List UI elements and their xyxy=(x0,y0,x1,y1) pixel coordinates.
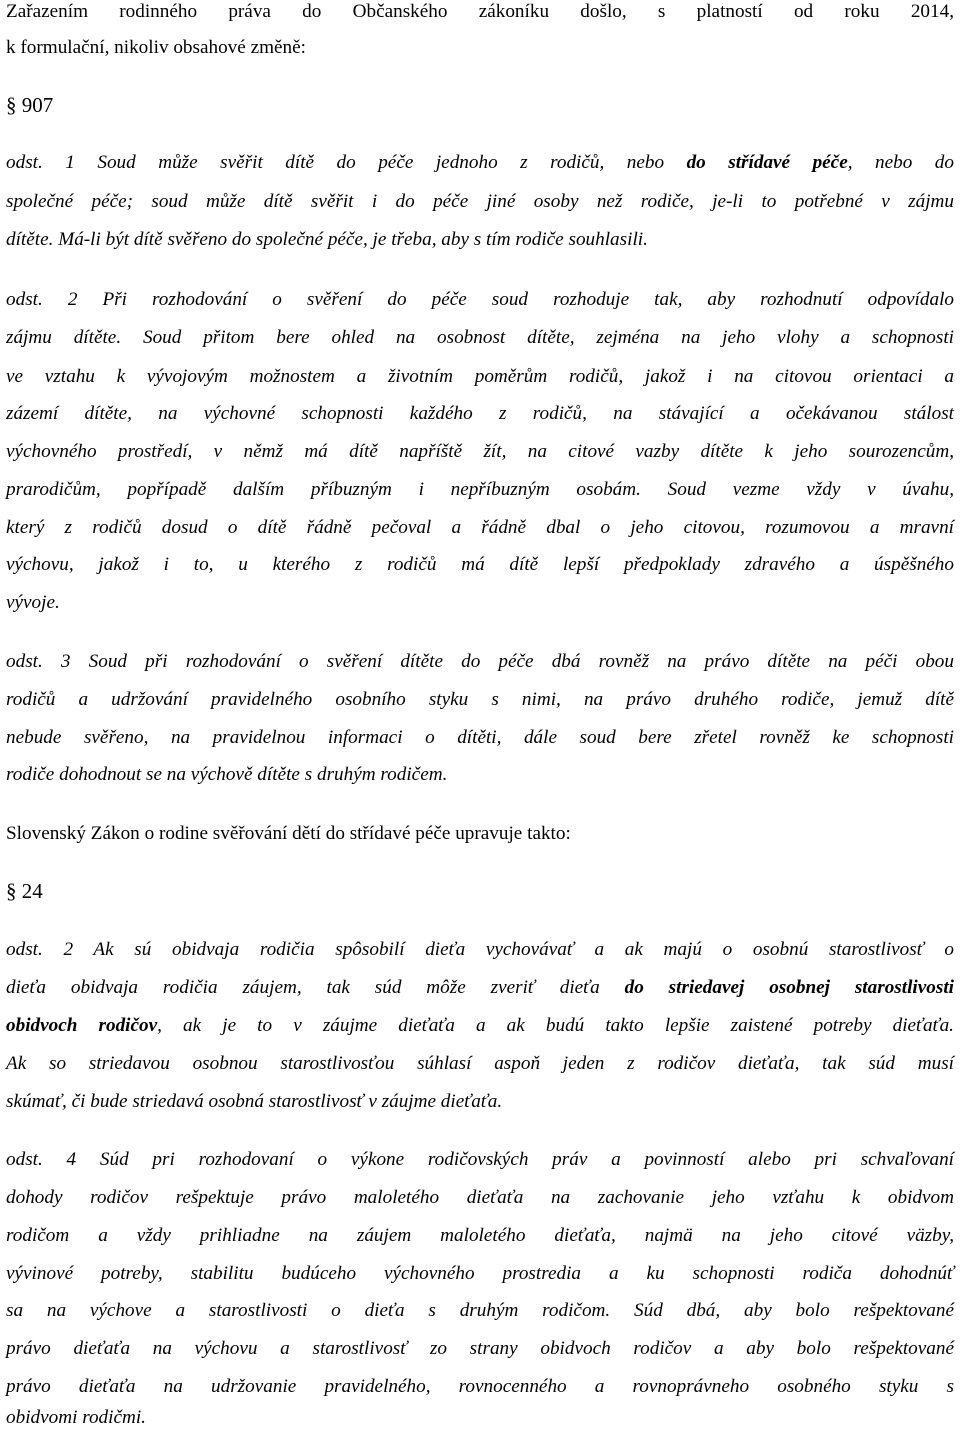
section-heading-24 xyxy=(6,879,43,903)
cz-odst2-line-6: prarodičům, popřípadě dalším příbuzným i nepříbuzným osobám. Soud vezme vždy v úvahu, xyxy=(6,479,954,500)
sk-odst4-line-5: sa na výchove a starostlivosti o dieťa s druhým rodičom. Súd dbá, aby bolo rešpektované xyxy=(6,1300,954,1321)
section-number: 907 xyxy=(21,93,54,117)
section-heading-907 xyxy=(6,93,53,117)
sk-odst2-text-a: dieťa obidvaja rodičia záujem, tak súd môže zveriť dieťa xyxy=(6,977,625,998)
cz-odst1-text-c: , nebo do xyxy=(847,152,954,173)
cz-odst2-line-4: zázemí dítěte, na výchovné schopnosti každého z rodičů, na stávající a očekávanou stálost xyxy=(6,403,954,424)
cz-odst2-line-1: odst. 2 Při rozhodování o svěření do péče soud rozhoduje tak, aby rozhodnutí odpovídalo xyxy=(6,289,954,310)
sk-odst2-line-5: skúmať, či bude striedavá osobná starostlivosť v záujme dieťaťa. xyxy=(6,1091,503,1112)
sk-odst2-bold-a: do striedavej osobnej starostlivosti xyxy=(624,977,954,998)
sk-odst4-line-7: právo dieťaťa na udržovanie pravidelného, rovnocenného a rovnoprávneho osobného styku s xyxy=(6,1376,954,1397)
cz-odst2-line-7: který z rodičů dosud o dítě řádně pečoval a řádně dbal o jeho citovou, rozumovou a mravní xyxy=(6,517,954,538)
intro-line-1: Zařazením rodinného práva do Občanského zákoníku došlo, s platností od roku 2014, xyxy=(6,1,954,22)
cz-odst1-text-a: odst. 1 Soud může svěřit dítě do péče jednoho z rodičů, nebo xyxy=(6,152,687,173)
sk-odst4-line-2: dohody rodičov rešpektuje právo maloletého dieťaťa na zachovanie jeho vzťahu k obidvom xyxy=(6,1187,954,1208)
sk-odst2-line-3 xyxy=(6,1014,954,1038)
section-symbol: § xyxy=(6,93,17,117)
sk-odst2-text-b: , ak je to v záujme dieťaťa a ak budú takto lepšie zaistené potreby dieťaťa. xyxy=(157,1015,954,1036)
intro-line-2: k formulační, nikoliv obsahové změně: xyxy=(6,37,306,58)
cz-odst3-line-2: rodičů a udržování pravidelného osobního styku s nimi, na právo druhého rodiče, jemuž dítě xyxy=(6,689,954,710)
cz-odst3-line-1: odst. 3 Soud při rozhodování o svěření dítěte do péče dbá rovněž na právo dítěte na péči obou xyxy=(6,651,954,672)
sk-odst2-line-1: odst. 2 Ak sú obidvaja rodičia spôsobilí dieťa vychovávať a ak majú o osobnú starostlivosť o xyxy=(6,939,954,960)
sk-odst4-line-1: odst. 4 Súd pri rozhodovaní o výkone rodičovských práv a povinností alebo pri schvaľovaní xyxy=(6,1149,954,1170)
cz-odst2-line-5: výchovného prostředí, v němž má dítě napříště žít, na citové vazby dítěte k jeho sourozencům, xyxy=(6,441,954,462)
sk-odst2-line-2 xyxy=(6,976,954,1000)
cz-odst2-line-9: vývoje. xyxy=(6,592,60,613)
cz-odst2-line-3: ve vztahu k vývojovým možnostem a životním poměrům rodičů, jakož i na citovou orientaci a xyxy=(6,366,954,387)
sk-odst4-line-6: právo dieťaťa na výchovu a starostlivosť zo strany obidvoch rodičov a aby bolo rešpektované xyxy=(6,1338,954,1359)
cz-odst3-line-3: nebude svěřeno, na pravidelnou informaci o dítěti, dále soud bere zřetel rovněž ke schopnosti xyxy=(6,727,954,748)
section-number: 24 xyxy=(21,879,43,903)
sk-intro: Slovenský Zákon o rodine svěřování dětí do střídavé péče upravuje takto: xyxy=(6,823,571,844)
section-symbol: § xyxy=(6,879,17,903)
cz-odst1-bold: do střídavé péče xyxy=(686,152,848,173)
sk-odst4-line-8: obidvomi rodičmi. xyxy=(6,1407,146,1428)
sk-odst4-line-3: rodičom a vždy prihliadne na záujem maloletého dieťaťa, najmä na jeho citové väzby, xyxy=(6,1225,954,1246)
cz-odst1-line-1 xyxy=(6,151,954,175)
sk-odst2-line-4: Ak so striedavou osobnou starostlivosťou súhlasí aspoň jeden z rodičov dieťaťa, tak súd musí xyxy=(6,1053,954,1074)
cz-odst2-line-2: zájmu dítěte. Soud přitom bere ohled na osobnost dítěte, zejména na jeho vlohy a schopnosti xyxy=(6,327,954,348)
cz-odst3-line-4: rodiče dohodnout se na výchově dítěte s druhým rodičem. xyxy=(6,764,448,785)
sk-odst4-line-4: vývinové potreby, stabilitu budúceho výchovného prostredia a ku schopnosti rodiča dohodnúť xyxy=(6,1263,954,1284)
sk-odst2-bold-b: obidvoch rodičov xyxy=(6,1015,158,1036)
cz-odst1-line-2: společné péče; soud může dítě svěřit i do péče jiné osoby než rodiče, je-li to potřebné v zájmu xyxy=(6,191,954,212)
cz-odst2-line-8: výchovu, jakož i to, u kterého z rodičů má dítě lepší předpoklady zdravého a úspěšného xyxy=(6,554,954,575)
cz-odst1-line-3: dítěte. Má-li být dítě svěřeno do společné péče, je třeba, aby s tím rodiče souhlasili. xyxy=(6,229,648,250)
